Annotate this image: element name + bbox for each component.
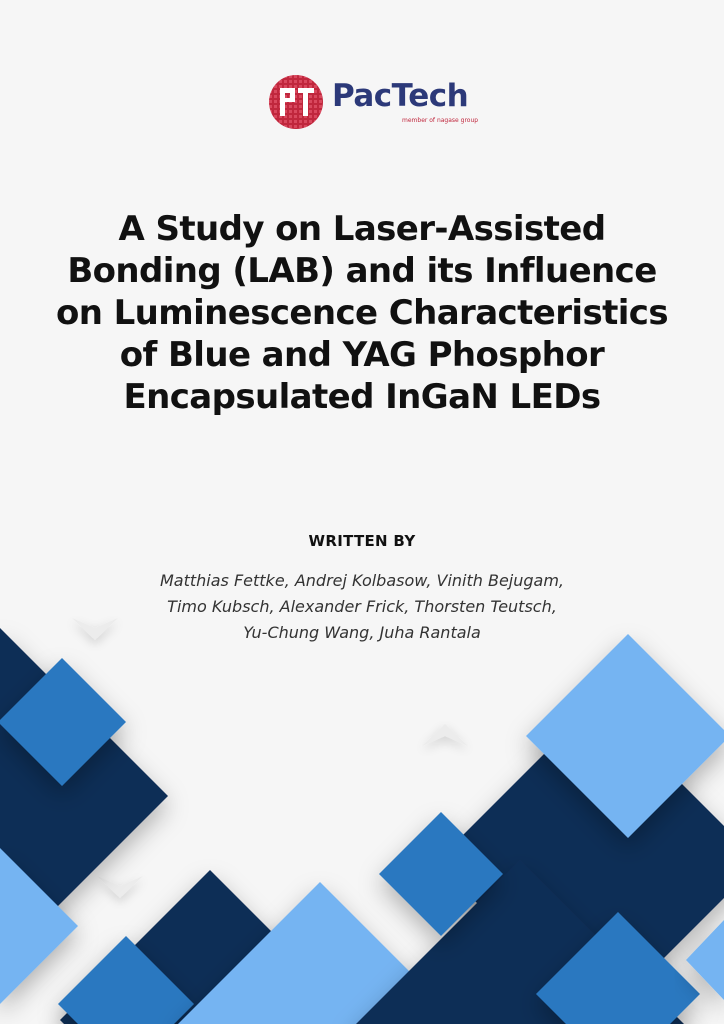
chevron-accent-center [422,724,468,746]
author-line: Yu-Chung Wang, Juha Rantala [243,623,481,642]
logo-wordmark: PacTech [332,78,469,114]
logo-tagline: member of nagase group [402,117,479,124]
pactech-logo [268,74,483,132]
pactech-logo-icon [268,74,324,130]
author-line: Matthias Fettke, Andrej Kolbasow, Vinith Bejugam, [159,571,565,590]
author-list [60,568,664,646]
document-title: A Study on Laser-Assisted Bonding (LAB) and its Influence on Luminescence Characteristics of Blue and YAG Phosphor Encapsulated InGaN LEDs [56,209,668,417]
author-line: Timo Kubsch, Alexander Frick, Thorsten Teutsch, [167,597,557,616]
chevron-accent-lower [97,876,143,898]
written-by-label: WRITTEN BY [308,532,416,550]
